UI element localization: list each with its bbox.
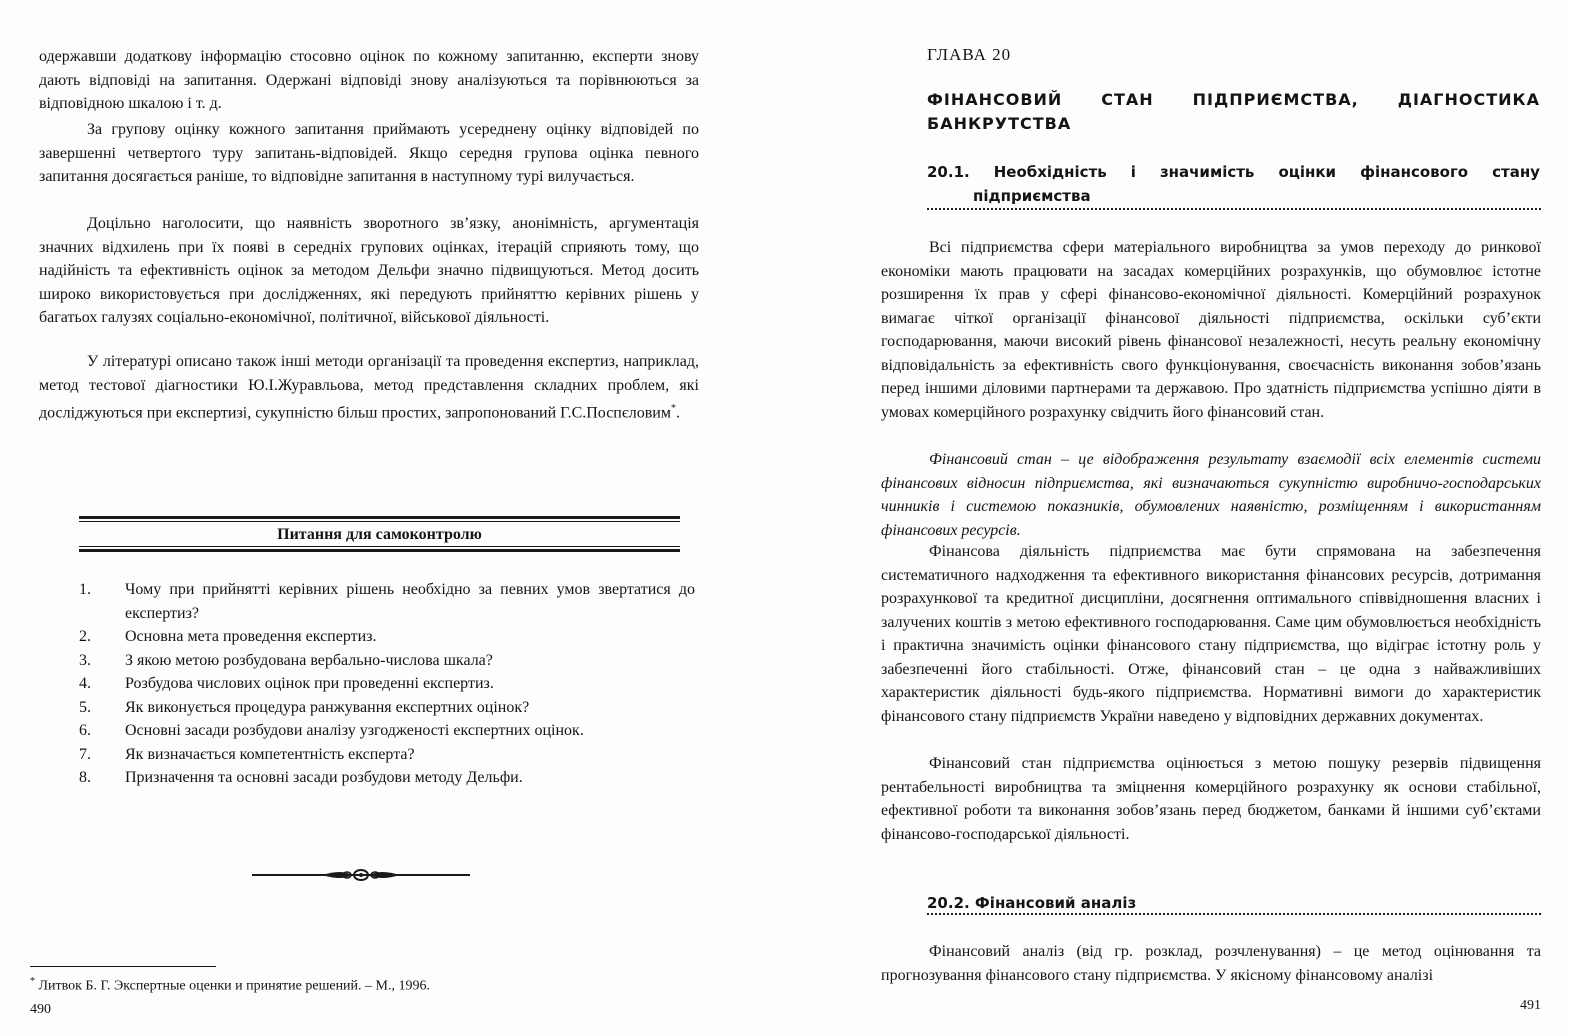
questions-list [79,578,695,790]
question-text: Як визначається компетентність експерта? [125,745,415,763]
question-number: 1. [79,581,91,598]
paragraph: За групову оцінку кожного запитання приймають усереднену оцінку відповідей по завершенні четвертого туру запитань-відповідей. Якщо середня групова оцінка певного запитання досягається раніше, то відповідне запитання в наступному турі вилучається. [39,121,699,185]
heading-rule-bottom [79,549,680,552]
section-word: стану [1492,163,1540,181]
dotted-underline [927,208,1541,210]
paragraph: Фінансовий стан підприємства оцінюється з метою пошуку резервів підвищення рентабельності виробництва та зміцнення комерційного розрахунку як основи стабільної, ефективної роботи та виконання зобов’язань перед бюджетом, банками й іншими суб’єктами фінансово-господарської діяльності. [881,755,1541,843]
question-item [79,578,695,625]
definition-paragraph: Фінансовий стан – це відображення результату взаємодії всіх елементів системи фінансових відносин підприємства, які визначаються сукупністю виробничо-господарських чинників і системою показників, обумовлених наявністю, розміщенням і використанням фінансових ресурсів. [881,451,1541,539]
section-word: оцінки [1278,163,1337,181]
paragraph: одержавши додаткову інформацію стосовно оцінок по кожному запитанню, експерти знову дають відповіді на запитання. Одержані відповіді знову аналізуються та порівнюються за відповідною шкалою і т. д. [39,48,699,112]
section-word: і [1130,163,1136,181]
paragraph-with-footnote [39,350,699,425]
question-item [79,743,695,767]
question-number: 6. [79,722,91,739]
paragraph: Фінансова діяльність підприємства має бути спрямована на забезпечення систематичного надходження та ефективного використання фінансових ресурсів, дотримання розрахункової та кредитної дисципліни, досягнення оптимального співвідношення власних і залучених коштів з метою ефективного господарювання. Саме цим обумовлюється необхідність і практична значимість оцінки фінансового стану підприємства, що відіграє істотну роль у забезпеченні його стабільності. Отже, фінансовий стан – це одна з найважливіших характеристик діяльності будь-якого підприємства. Нормативні вимоги до характеристик фінансового стану підприємств України наведено у відповідних державних документах. [881,543,1541,725]
question-item [79,649,695,673]
question-number: 5. [79,698,91,716]
section-word: фінансового [1360,163,1469,181]
question-item [79,719,695,743]
section-heading-line [927,160,1540,184]
section-number: 20.1. [927,163,970,181]
questions-heading: Питання для самоконтролю [277,526,482,543]
question-text: Основна мета проведення експертиз. [125,628,377,645]
heading-rule-top [79,516,680,519]
question-text: Розбудова числових оцінок при проведенні експертиз. [125,675,494,692]
paragraph: Всі підприємства сфери матеріального виробництва за умов переходу до ринкової економіки мають працювати на засадах комерційних розрахунків, що обумовлює істотне розширення їх прав у сфері фінансово-економічної діяльності. Комерційний розрахунок вимагає чіткої організації фінансової діяльності підприємства, оскільки суб’єкти господарювання, маючи високий рівень фінансової незалежності, несуть реальну економічну відповідальність за ефективність свого функціонування, своєчасність виконання зобов’язань перед іншими діловими партнерами та державою. Про здатність підприємства успішно діяти в умовах комерційного розрахунку свідчить його фінансовий стан. [881,239,1541,421]
heading-rule-top-thin [79,521,680,522]
question-number: 3. [79,651,91,669]
footnote-rule [30,966,216,967]
dotted-underline [927,913,1541,915]
paragraph-text: У літературі описано також інші методи організації та проведення експертиз, наприклад, метод тестової діагностики Ю.І.Журавльова, метод представлення складних проблем, які досліджуються при експертизі, сукупністю більш простих, запропонований Г.С.Поспєловим [39,353,699,422]
section-heading [927,160,1540,208]
footnote [30,972,430,997]
question-text: Призначення та основні засади розбудови методу Дельфи. [125,769,523,786]
question-item [79,696,695,720]
paragraph: Фінансовий аналіз (від гр. розклад, розчленування) – це метод оцінювання та прогнозування фінансового стану підприємства. У якісному фінансовому аналізі [881,943,1541,984]
section-heading-line: підприємства [973,187,1091,205]
question-text: Чому при прийнятті керівних рішень необхідно за певних умов звертатися до експертиз? [125,581,695,622]
question-text: Як виконується процедура ранжування експертних оцінок? [125,698,530,716]
question-number: 7. [79,745,91,763]
period: . [675,404,680,422]
footnote-marker: * [670,403,676,414]
footnote-marker: * [30,976,35,987]
page-number: 490 [30,1002,51,1017]
ornament-divider-icon [252,866,470,884]
question-text: З якою метою розбудована вербально-числова шкала? [125,651,493,669]
chapter-title: ФІНАНСОВИЙ СТАН ПІДПРИЄМСТВА, ДІАГНОСТИКА БАНКРУТСТВА [927,90,1540,133]
footnote-text: Литвок Б. Г. Экспертные оценки и принятие решений. – М., 1996. [38,978,430,994]
question-number: 4. [79,675,91,692]
section-heading: 20.2. Фінансовий аналіз [927,894,1137,912]
heading-rule-bottom-thin [79,546,680,547]
section-word: Необхідність [993,163,1107,181]
question-number: 8. [79,769,91,786]
question-item [79,625,695,649]
paragraph: Доцільно наголосити, що наявність зворотного зв’язку, анонімність, аргументація значних відхилень при їх появі в середніх групових оцінках, ітерацій сприяють тому, що надійність та ефективність оцінок за методом Дельфи значно підвищуються. Метод досить широко використовується при дослідженнях, які передують прийняттю керівних рішень у багатьох галузях соціально-економічної, політичної, військової діяльності. [39,215,699,326]
question-text: Основні засади розбудови аналізу узгодженості експертних оцінок. [125,722,584,739]
chapter-label: ГЛАВА 20 [927,45,1012,64]
right-page [785,0,1570,1036]
question-number: 2. [79,628,91,645]
question-item [79,766,695,790]
section-word: значимість [1159,163,1255,181]
question-item [79,672,695,696]
page-number: 491 [1520,998,1541,1013]
